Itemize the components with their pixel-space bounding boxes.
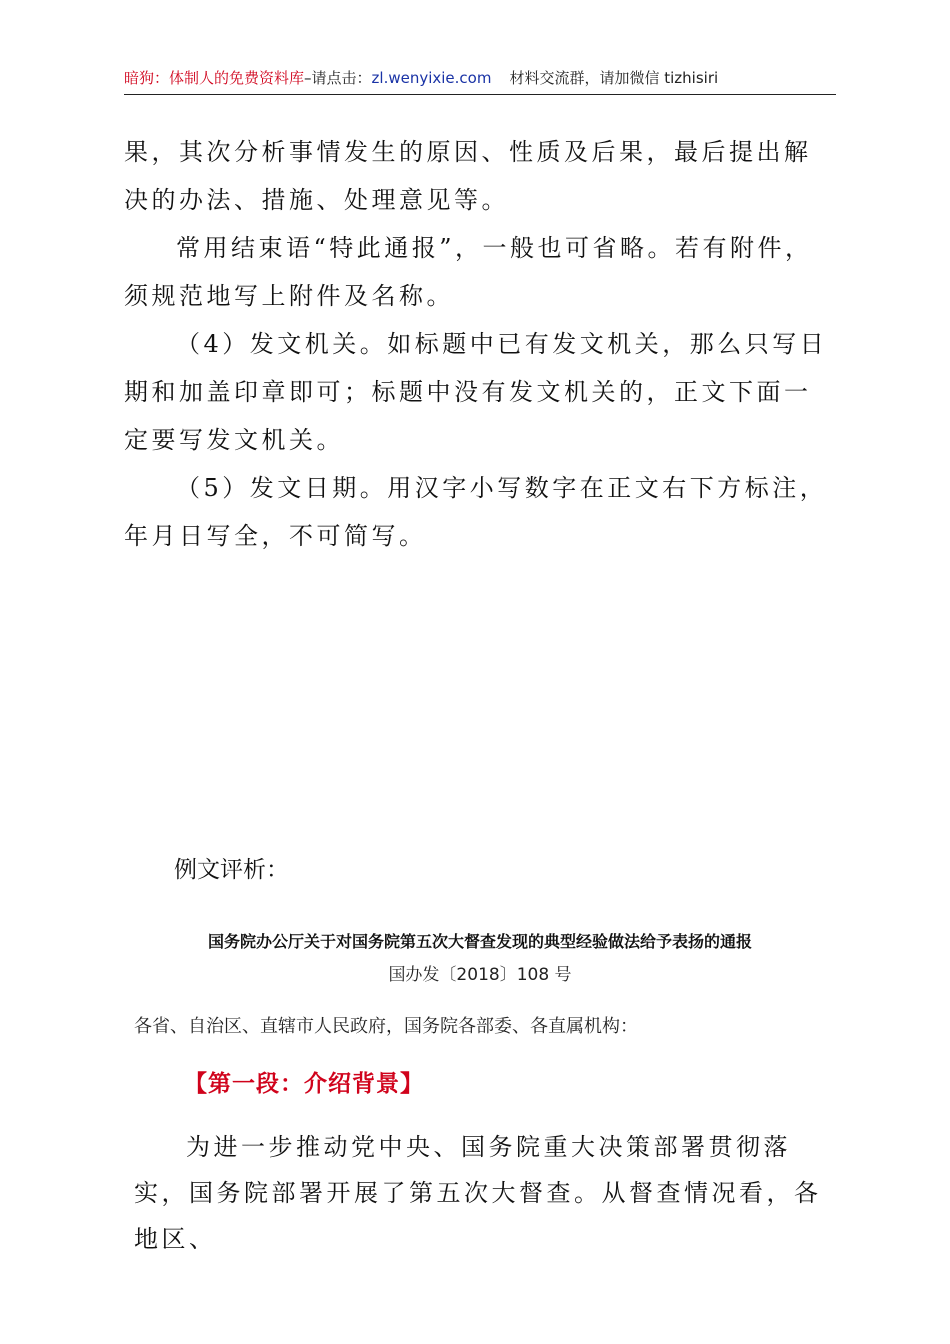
paragraph-analysis: 果，其次分析事情发生的原因、性质及后果，最后提出解决的办法、措施、处理意见等。 xyxy=(124,138,812,214)
page-header xyxy=(124,66,836,95)
example-document-title: 国务院办公厅关于对国务院第五次大督查发现的典型经验做法给予表扬的通报 xyxy=(207,932,752,951)
paragraph-issuing-authority: （4）发文机关。如标题中已有发文机关，那么只写日期和加盖印章即可；标题中没有发文机关的，正文下面一定要写发文机关。 xyxy=(124,330,828,454)
example-highlight-heading: 【第一段：介绍背景】 xyxy=(184,1070,424,1097)
header-site-link[interactable]: zl.wenyixie.com xyxy=(371,69,492,87)
example-document-number: 国办发〔2018〕108 号 xyxy=(388,965,572,985)
paragraph-issue-date: （5）发文日期。用汉字小写数字在正文右下方标注，年月日写全，不可简写。 xyxy=(124,474,828,550)
header-site-name: 暗狗：体制人的免费资料库 xyxy=(124,69,305,87)
example-section-label: 例文评析： xyxy=(174,857,289,883)
paragraph-closing: 常用结束语“特此通报”，一般也可省略。若有附件，须规范地写上附件及名称。 xyxy=(124,234,813,310)
header-click-prompt: –请点击： xyxy=(304,69,372,87)
header-contact: 材料交流群，请加微信 tizhisiri xyxy=(509,69,719,87)
example-salutation: 各省、自治区、直辖市人民政府，国务院各部委、各直属机构： xyxy=(134,1016,638,1037)
example-body-paragraph: 为进一步推动党中央、国务院重大决策部署贯彻落实，国务院部署开展了第五次大督查。从督查情况看，各地区、 xyxy=(134,1133,822,1253)
